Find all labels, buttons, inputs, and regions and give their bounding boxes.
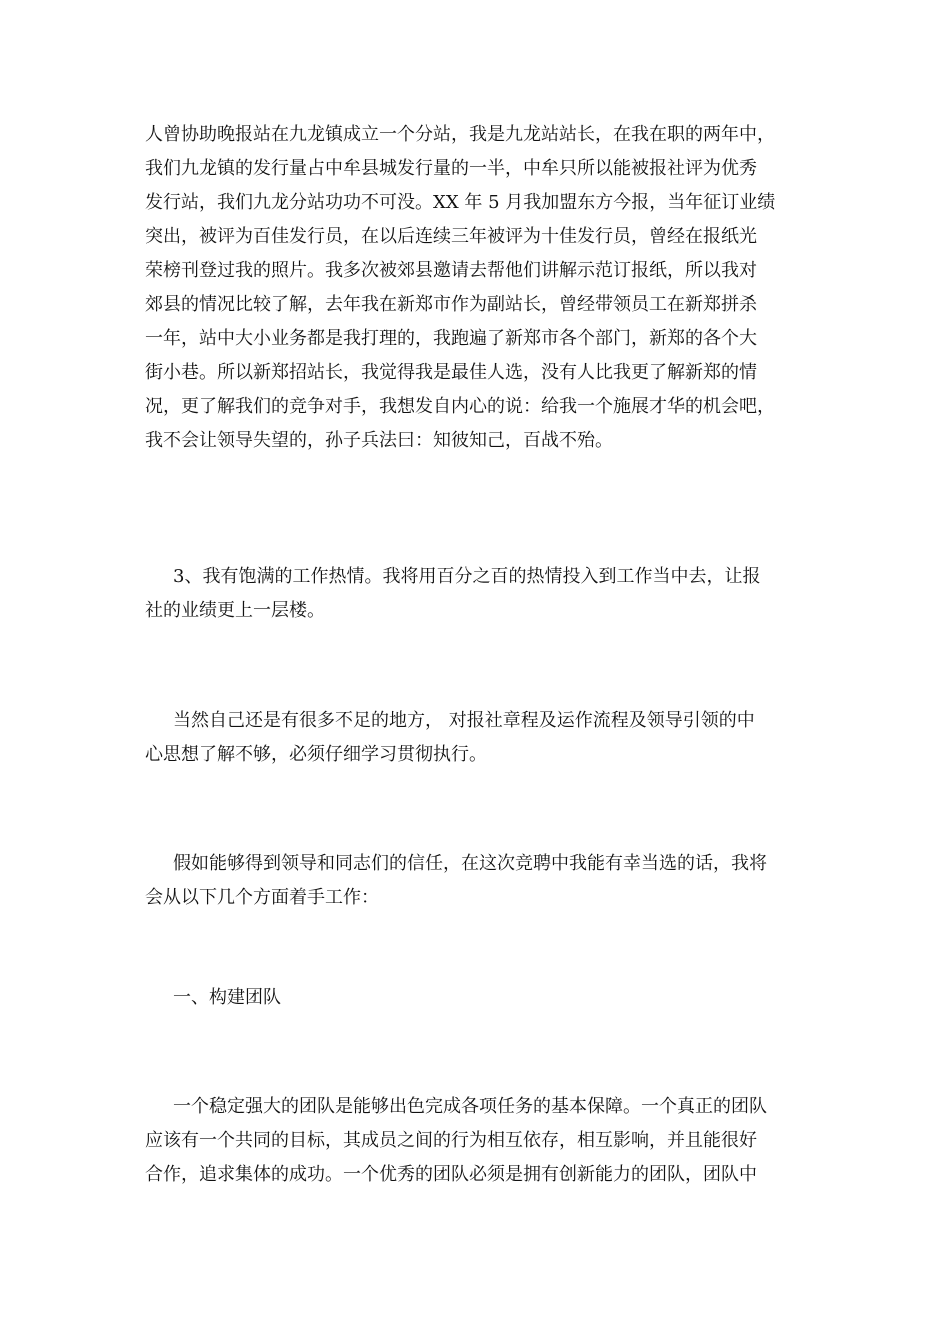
text-line: 当然自己还是有很多不足的地方， 对报社章程及运作流程及领导引领的中	[173, 710, 755, 731]
paragraph-station-history	[145, 118, 805, 458]
text-line: 应该有一个共同的目标，其成员之间的行为相互依存，相互影响，并且能很好	[145, 1130, 757, 1151]
section-heading-build-team	[145, 981, 805, 1015]
text-line: 心思想了解不够，必须仔细学习贯彻执行。	[145, 744, 487, 765]
text-line: 况，更了解我们的竞争对手，我想发自内心的说：给我一个施展才华的机会吧，	[145, 396, 775, 417]
paragraph-if-elected	[145, 847, 805, 915]
text-line: 合作，追求集体的成功。一个优秀的团队必须是拥有创新能力的团队，团队中	[145, 1164, 757, 1185]
text-line: 郊县的情况比较了解，去年我在新郑市作为副站长，曾经带领员工在新郑拼杀	[145, 294, 757, 315]
text-line: 我不会让领导失望的，孙子兵法曰：知彼知己，百战不殆。	[145, 430, 613, 451]
text-line: 社的业绩更上一层楼。	[145, 600, 325, 621]
text-line: 人曾协助晚报站在九龙镇成立一个分站，我是九龙站站长，在我在职的两年中，	[145, 124, 775, 145]
text-line: 发行站，我们九龙分站功功不可没。XX 年 5 月我加盟东方今报，当年征订业绩	[145, 192, 776, 213]
text-line: 荣榜刊登过我的照片。我多次被郊县邀请去帮他们讲解示范订报纸，所以我对	[145, 260, 757, 281]
text-line: 3、我有饱满的工作热情。我将用百分之百的热情投入到工作当中去，让报	[173, 566, 761, 587]
paragraph-shortcomings	[145, 704, 805, 772]
text-line: 一个稳定强大的团队是能够出色完成各项任务的基本保障。一个真正的团队	[173, 1096, 767, 1117]
paragraph-team-description	[145, 1090, 805, 1192]
text-line: 街小巷。所以新郑招站长，我觉得我是最佳人选，没有人比我更了解新郑的情	[145, 362, 757, 383]
text-line: 假如能够得到领导和同志们的信任，在这次竞聘中我能有幸当选的话，我将	[173, 853, 767, 874]
text-line: 一年，站中大小业务都是我打理的，我跑遍了新郑市各个部门，新郑的各个大	[145, 328, 757, 349]
text-line: 会从以下几个方面着手工作：	[145, 887, 379, 908]
text-line: 突出，被评为百佳发行员，在以后连续三年被评为十佳发行员，曾经在报纸光	[145, 226, 757, 247]
heading-line: 一、构建团队	[173, 987, 281, 1008]
paragraph-work-enthusiasm	[145, 560, 805, 628]
text-line: 我们九龙镇的发行量占中牟县城发行量的一半，中牟只所以能被报社评为优秀	[145, 158, 757, 179]
